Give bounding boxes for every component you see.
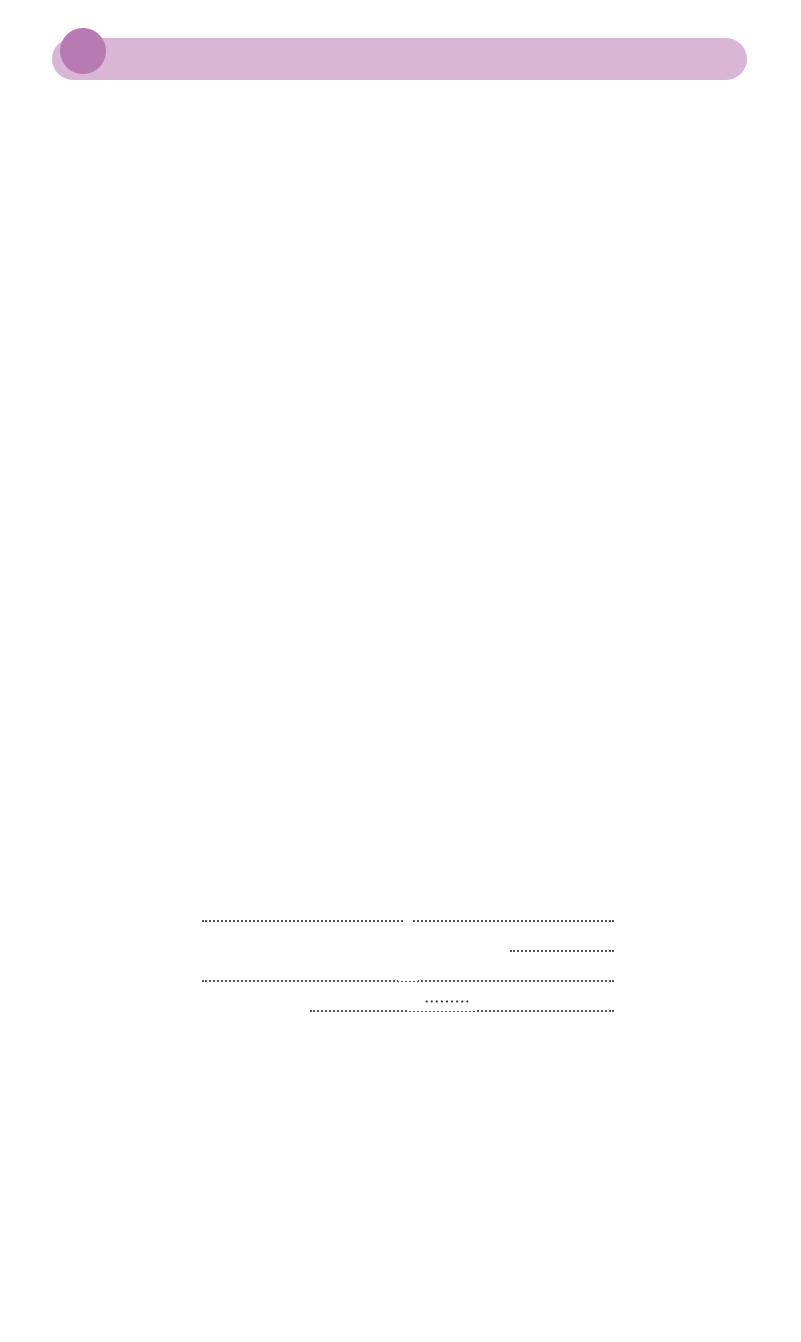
leader-service-2 — [381, 94, 531, 96]
leader-dots — [510, 950, 614, 952]
leader-service-1 — [196, 94, 346, 96]
leader-service-3 — [566, 94, 716, 96]
section-header-bar — [52, 38, 747, 80]
anthem-row — [60, 904, 740, 934]
sermon-row — [60, 964, 740, 994]
logo-circle-icon — [60, 28, 106, 74]
leaders-block — [86, 94, 766, 154]
anthem-line-2 — [300, 932, 310, 952]
sermon-row-2 — [60, 994, 740, 1024]
sermon-title-1 — [398, 962, 418, 981]
anthem-row-2 — [60, 934, 740, 964]
anthem-line-1 — [403, 902, 413, 922]
sermon-title-2: ········· — [409, 992, 475, 1011]
